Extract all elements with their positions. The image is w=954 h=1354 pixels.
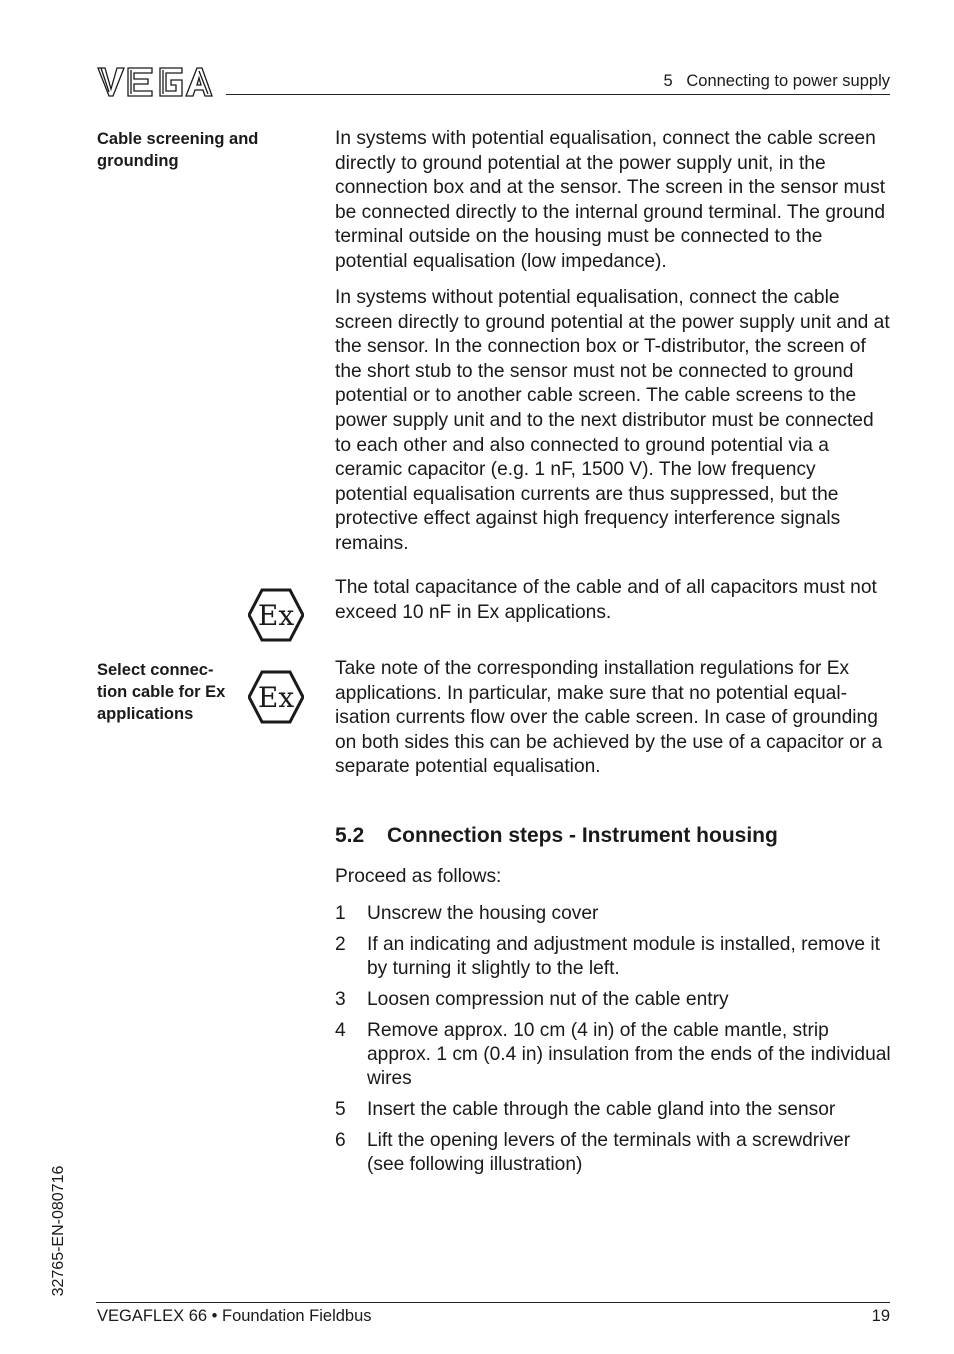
- step-item: [335, 1129, 891, 1177]
- section-intro: Proceed as follows:: [335, 866, 502, 887]
- step-text: Remove approx. 10 cm (4 in) of the cable mantle, strip approx. 1 cm (0.4 in) insulation from the ends of the individual wires: [367, 1019, 891, 1089]
- paragraph-potential-equalisation: In systems with potential equalisation, connect the cable screen directly to ground potential at the power supply unit, in the connection box and at the sensor. The screen in the sensor must be connected directly to the internal ground terminal. The ground terminal outside on the housing must be connected to the potential equalisation (low impedance).: [335, 128, 886, 272]
- step-number: 1: [335, 903, 346, 924]
- step-number: 5: [335, 1098, 346, 1120]
- brand-text: VEGA: [96, 66, 99, 67]
- header-rule: [226, 94, 890, 95]
- section-title: Connection steps - Instrument housing: [387, 824, 778, 847]
- step-item: [335, 933, 891, 981]
- step-number: 3: [335, 988, 346, 1010]
- step-number: 2: [335, 933, 346, 955]
- paragraph-ex-regulations: Take note of the corresponding installation regulations for Ex applications. In particular, make sure that no potential equal- isation currents flow over the cable screen. In case of grounding on both sides this can be achieved by the use of a capacitor or a separate potential equalisation.: [335, 658, 883, 778]
- sidenote-line: applications: [97, 705, 194, 723]
- footer-product: VEGAFLEX 66 • Foundation Fieldbus: [97, 1307, 372, 1325]
- sidenote-line: tion cable for Ex: [97, 683, 226, 701]
- paragraph-without-equalisation: In systems without potential equalisation, connect the cable screen directly to ground potential at the power supply unit and at the sensor. In the connection box or T-distributor, the screen of the short stub to the sensor must not be connected to ground potential or to another cable screen. The cable screens to the power supply unit and to the next distributor must be connected to each other and also connected to ground potential via a ceramic capacitor (e.g. 1 nF, 1500 V). The low frequency potential equalisation currents are thus suppressed, but the protective effect against high frequency interference signals remains.: [335, 287, 890, 554]
- step-number: 4: [335, 1019, 346, 1041]
- step-item: [335, 988, 891, 1012]
- step-text: Lift the opening levers of the terminals with a screwdriver (see following illustration): [367, 1129, 851, 1175]
- step-item: [335, 1098, 891, 1122]
- footer-rule: [96, 1302, 890, 1303]
- paragraph-total-capacitance: The total capacitance of the cable and of all capacitors must not exceed 10 nF in Ex applications.: [335, 577, 877, 623]
- step-text: If an indicating and adjustment module is installed, remove it by turning it slightly to the left.: [367, 933, 881, 979]
- step-text: Unscrew the housing cover: [367, 903, 599, 924]
- page-number: 19: [871, 1307, 890, 1325]
- steps-list: [335, 902, 891, 1184]
- svg-text:Ex: Ex: [257, 681, 295, 714]
- document-number: [44, 1157, 74, 1305]
- step-text: Insert the cable through the cable gland into the sensor: [367, 1098, 836, 1120]
- header-section-title: 5 Connecting to power supply: [663, 72, 890, 90]
- ex-hexagon-icon: [248, 669, 304, 725]
- svg-text:Ex: Ex: [257, 599, 295, 632]
- ex-hexagon-icon: [248, 587, 304, 643]
- section-heading: [335, 824, 778, 848]
- section-number: 5.2: [335, 824, 365, 847]
- step-number: 6: [335, 1129, 346, 1151]
- vega-logo: [96, 66, 214, 98]
- sidenote-select-ex-cable: [97, 659, 247, 725]
- sidenote-line: Select connec-: [97, 661, 214, 679]
- step-text: Loosen compression nut of the cable entry: [367, 988, 729, 1010]
- document-number-text: 32765-EN-080716: [50, 1165, 67, 1297]
- step-item: [335, 1019, 891, 1092]
- step-item: [335, 902, 891, 926]
- sidenote-cable-screening: Cable screening and grounding: [97, 130, 259, 170]
